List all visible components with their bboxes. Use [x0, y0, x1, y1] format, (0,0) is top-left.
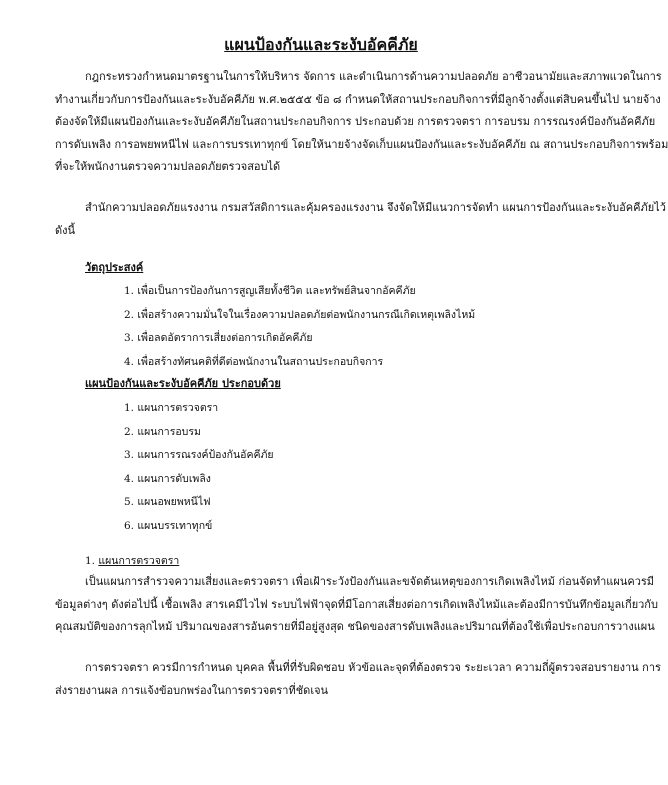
list-item: 3. แผนการรณรงค์ป้องกันอัคคีภัย: [124, 449, 274, 461]
text-line: การตรวจตรา ควรมีการกำหนด บุคคล พื้นที่ที่รับผิดชอบ หัวข้อและจุดที่ต้องตรวจ ระยะเวลา ความถี่ผู้ตรวจสอบรายงาน การ: [85, 661, 661, 674]
text-line: ต้องจัดให้มีแผนป้องกันและระงับอัคคีภัยในสถานประกอบกิจการ ประกอบด้วย การตรวจตรา การอบรม การรณรงค์ป้องกันอัคคีภัย: [55, 115, 656, 128]
list-item: 1. เพื่อเป็นการป้องกันการสูญเสียทั้งชีวิต และทรัพย์สินจากอัคคีภัย: [124, 285, 416, 297]
objectives-list: [124, 280, 475, 374]
text-line: การดับเพลิง การอพยพหนีไฟ และการบรรเทาทุกข์ โดยให้นายจ้างจัดเก็บแผนป้องกันและระงับอัคคีภัย ณ สถานประกอบกิจการพร้อม: [55, 137, 668, 151]
text-line: ส่งรายงานผล การแจ้งข้อบกพร่องในการตรวจตราที่ชัดเจน: [55, 683, 329, 697]
intro-paragraph-2: [55, 197, 666, 242]
text-line: สำนักความปลอดภัยแรงงาน กรมสวัสดิการและคุ้มครองแรงงาน จึงจัดให้มีแนวการจัดทำ แผนการป้องกันและระงับอัคคีภัยไว้: [85, 201, 666, 214]
list-item: 1. แผนการตรวจตรา: [124, 402, 219, 414]
list-item: 6. แผนบรรเทาทุกข์: [124, 519, 213, 532]
section-1-heading: [85, 552, 179, 569]
list-item: 4. แผนการดับเพลิง: [124, 472, 211, 485]
text-line: คุณสมบัติของการลุกไหม้ ปริมาณของสารอันตรายที่มีอยู่สูงสุด ชนิดของสารดับเพลิงและปริมาณที่ต้องใช้เพื่อประกอบการวางแผน: [55, 620, 655, 633]
list-item: 5. แผนอพยพหนีไฟ: [124, 496, 211, 508]
text-line: ที่จะให้พนักงานตรวจความปลอดภัยตรวจสอบได้: [55, 160, 281, 173]
section-title: แผนการตรวจตรา: [98, 555, 180, 567]
list-item: 2. เพื่อสร้างความมั่นใจในเรื่องความปลอดภัยต่อพนักงานกรณีเกิดเหตุเพลิงไหม้: [124, 308, 476, 321]
text-line: ข้อมูลต่างๆ ดังต่อไปนี้ เชื้อเพลิง สารเคมีไวไฟ ระบบไฟฟ้าจุดที่มีโอกาสเสี่ยงต่อการเกิดเพลิงไหม้และต้องมีการบันทึกข้อมูลเกี่ยวกับ: [55, 597, 658, 611]
section-1-paragraph-1: [55, 571, 658, 639]
text-line: ดังนี้: [55, 223, 76, 237]
document-title: แผนป้องกันและระงับอัคคีภัย: [224, 35, 418, 54]
text-line: กฎกระทรวงกำหนดมาตรฐานในการให้บริหาร จัดการ และดำเนินการด้านความปลอดภัย อาชีวอนามัยและสภาพแวดในการ: [85, 70, 662, 83]
list-item: 2. แผนการอบรม: [124, 425, 201, 438]
intro-paragraph: [55, 66, 668, 179]
section-1-paragraph-2: [55, 657, 661, 702]
plans-heading: แผนป้องกันและระงับอัคคีภัย ประกอบด้วย: [85, 377, 281, 390]
list-item: 4. เพื่อสร้างทัศนคติที่ดีต่อพนักงานในสถานประกอบกิจการ: [124, 355, 384, 368]
objectives-heading: วัตถุประสงค์: [85, 261, 144, 274]
section-number: 1.: [85, 555, 96, 567]
text-line: ทำงานเกี่ยวกับการป้องกันและระงับอัคคีภัย พ.ศ.๒๕๕๕ ข้อ ๘ กำหนดให้สถานประกอบกิจการที่มีลูกจ้างตั้งแต่สิบคนขึ้นไป นายจ้าง: [55, 92, 661, 106]
list-item: 3. เพื่อลดอัตราการเสี่ยงต่อการเกิดอัคคีภัย: [124, 332, 313, 344]
plans-list: [124, 397, 274, 538]
text-line: เป็นแผนการสำรวจความเสี่ยงและตรวจตรา เพื่อเฝ้าระวังป้องกันและขจัดต้นเหตุของการเกิดเพลิงไหม้ ก่อนจัดทำแผนควรมี: [85, 575, 655, 588]
